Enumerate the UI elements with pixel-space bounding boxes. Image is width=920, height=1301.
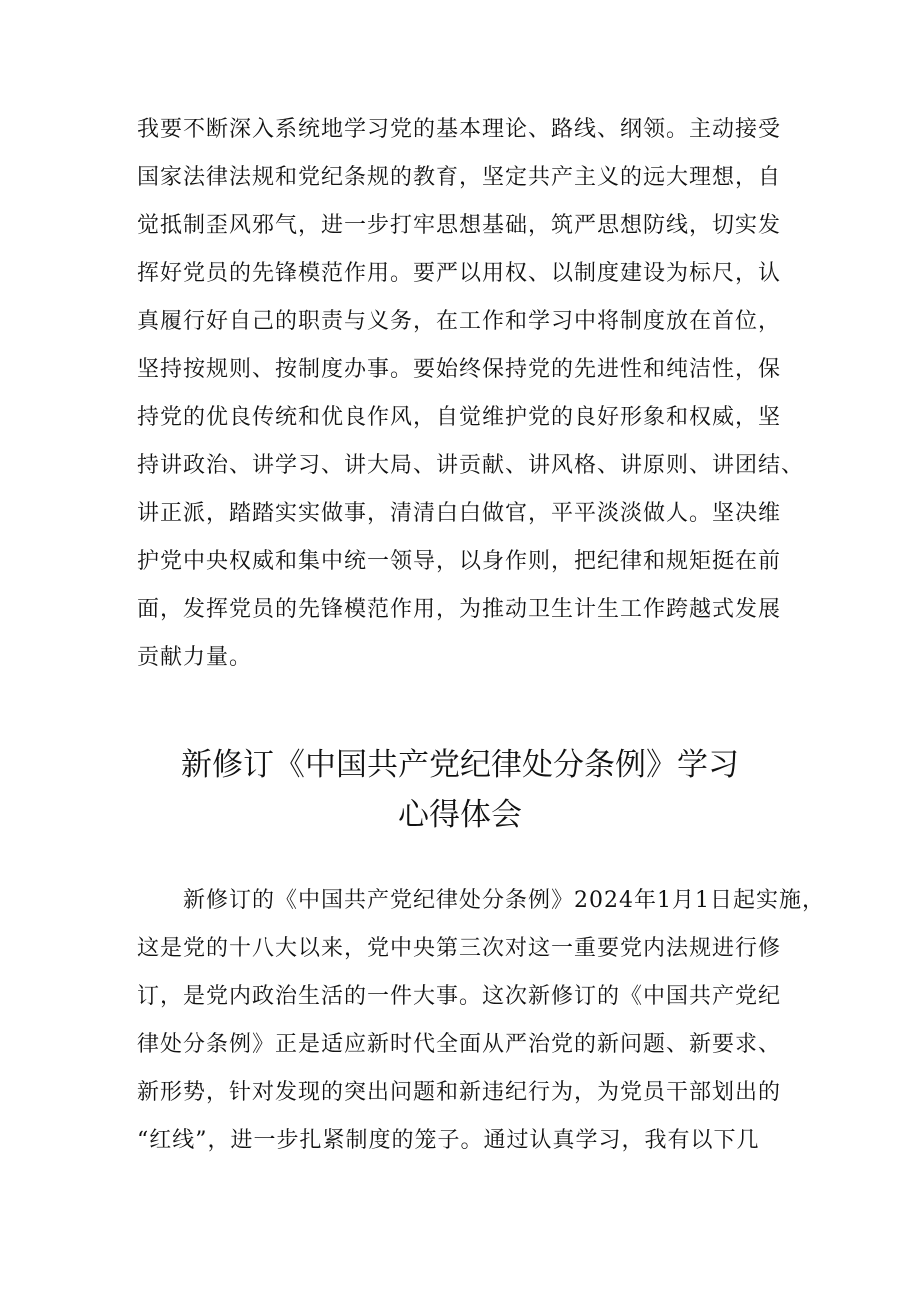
paragraph-line: 坚持按规则、按制度办事。要始终保持党的先进性和纯洁性，保: [137, 357, 782, 382]
body-paragraph-top: [137, 106, 805, 682]
paragraph-line: “红线”，进一步扎紧制度的笼子。通过认真学习，我有以下几: [137, 1128, 760, 1153]
paragraph-line: 新修订的《中国共产党纪律处分条例》2024年1月1日起实施，: [137, 888, 825, 913]
article-title: [0, 740, 920, 840]
paragraph-line: 护党中央权威和集中统一领导，以身作则，把纪律和规矩挺在前: [137, 549, 782, 574]
article-title-line-2: 心得体会: [398, 797, 522, 833]
paragraph-line: 持讲政治、讲学习、讲大局、讲贡献、讲风格、讲原则、讲团结、: [137, 453, 805, 478]
article-title-line-1: 新修订《中国共产党纪律处分条例》学习: [181, 747, 739, 783]
paragraph-line: 面，发挥党员的先锋模范作用，为推动卫生计生工作跨越式发展: [137, 597, 782, 622]
paragraph-line: 讲正派，踏踏实实做事，清清白白做官，平平淡淡做人。坚决维: [137, 501, 782, 526]
paragraph-line: 这是党的十八大以来，党中央第三次对这一重要党内法规进行修: [137, 936, 782, 961]
paragraph-line: 真履行好自己的职责与义务，在工作和学习中将制度放在首位，: [137, 309, 782, 334]
paragraph-line: 新形势，针对发现的突出问题和新违纪行为，为党员干部划出的: [137, 1080, 782, 1105]
paragraph-line: 贡献力量。: [137, 645, 253, 670]
paragraph-line: 律处分条例》正是适应新时代全面从严治党的新问题、新要求、: [137, 1032, 782, 1057]
paragraph-line: 国家法律法规和党纪条规的教育，坚定共产主义的远大理想，自: [137, 165, 782, 190]
paragraph-line: 持党的优良传统和优良作风，自觉维护党的良好形象和权威，坚: [137, 405, 782, 430]
paragraph-line: 我要不断深入系统地学习党的基本理论、路线、纲领。主动接受: [137, 117, 782, 142]
body-paragraph-bottom: [137, 877, 825, 1165]
paragraph-line: 挥好党员的先锋模范作用。要严以用权、以制度建设为标尺，认: [137, 261, 782, 286]
paragraph-line: 觉抵制歪风邪气，进一步打牢思想基础，筑严思想防线，切实发: [137, 213, 782, 238]
paragraph-line: 订，是党内政治生活的一件大事。这次新修订的《中国共产党纪: [137, 984, 782, 1009]
